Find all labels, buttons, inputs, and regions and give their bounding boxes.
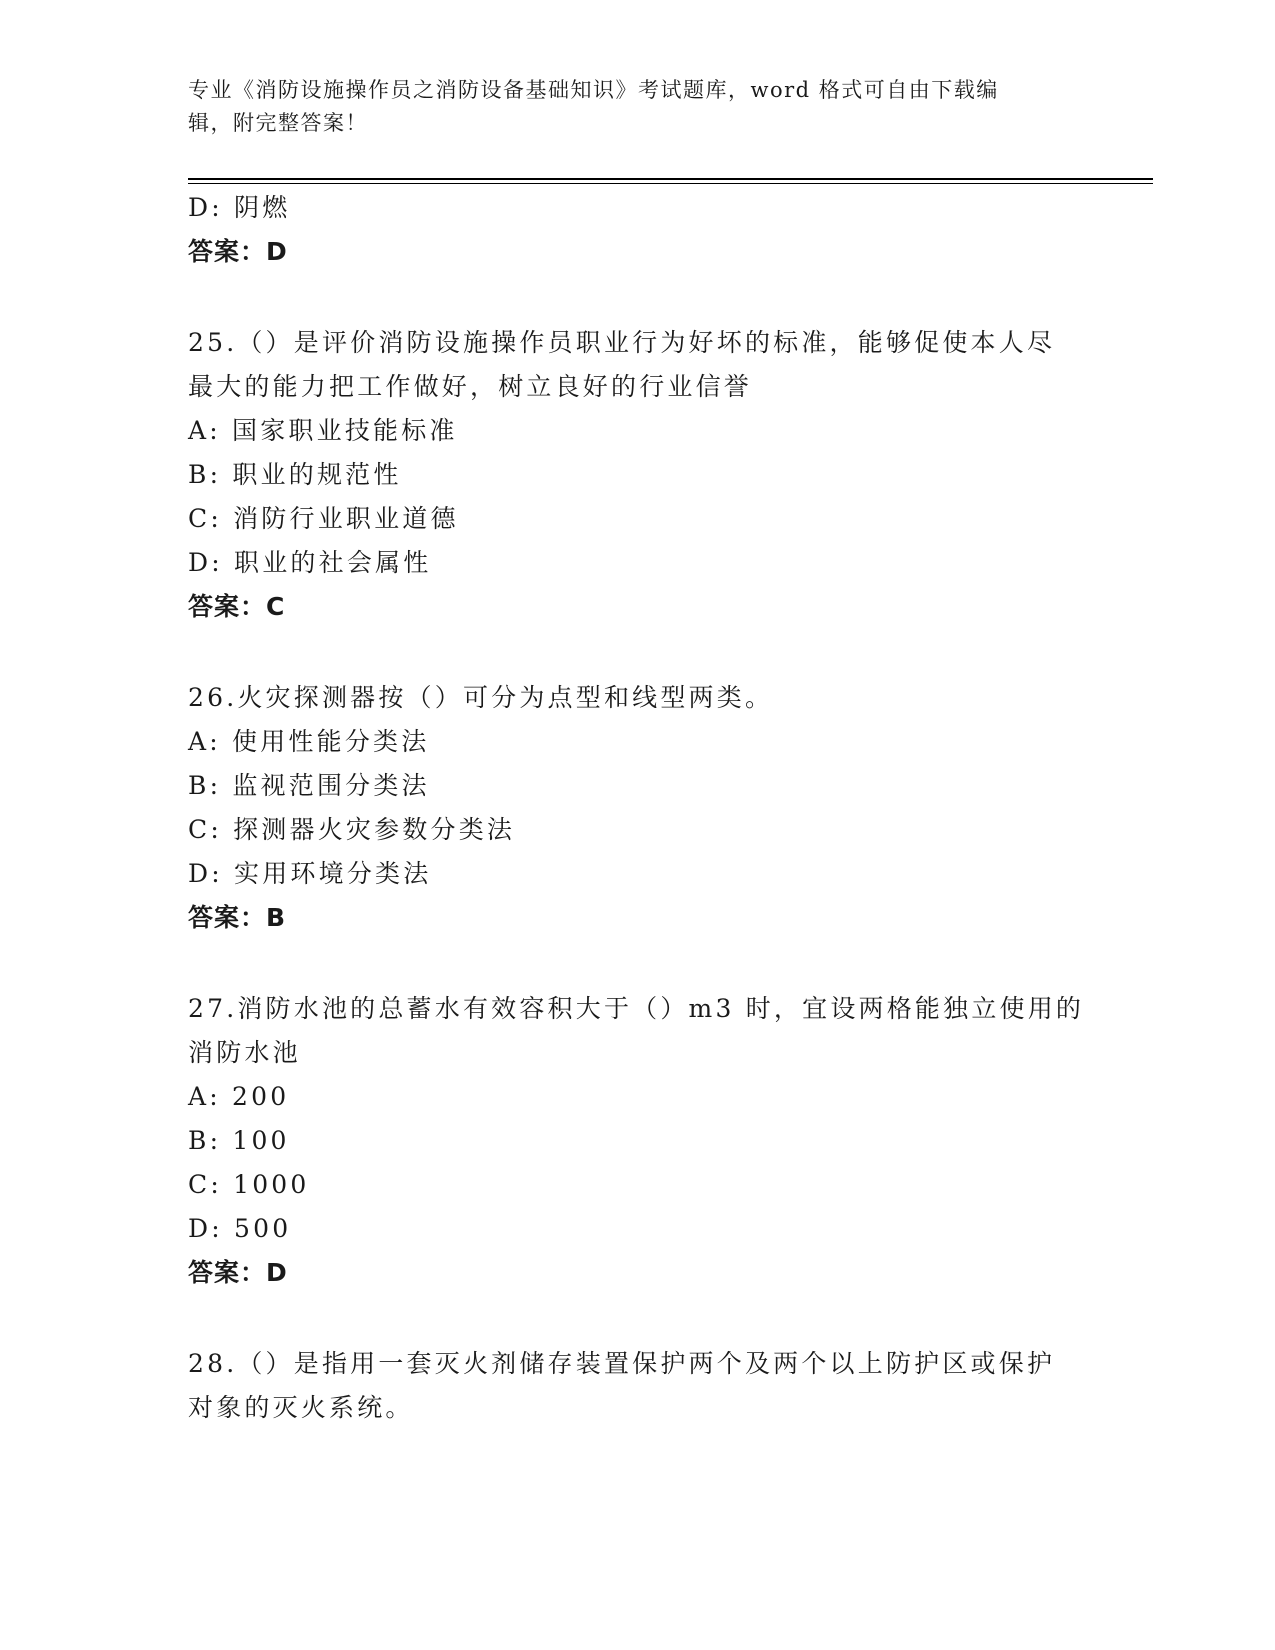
question-25-option-d: D: 职业的社会属性: [188, 548, 432, 577]
question-26-option-b: B: 监视范围分类法: [188, 771, 430, 800]
header-title-line2: 辑，附完整答案！: [188, 111, 368, 135]
question-28-stem: 28.（）是指用一套灭火剂储存装置保护两个及两个以上防护区或保护: [188, 1349, 1056, 1378]
page-header: [188, 74, 1078, 140]
question-26-stem: 26.火灾探测器按（）可分为点型和线型两类。: [188, 683, 774, 712]
question-28-stem-cont: 对象的灭火系统。: [188, 1393, 414, 1422]
question-25-stem: 25.（）是评价消防设施操作员职业行为好坏的标准，能够促使本人尽: [188, 328, 1056, 357]
question-25-option-c: C: 消防行业职业道德: [188, 504, 459, 533]
question-26-option-d: D: 实用环境分类法: [188, 859, 432, 888]
question-25-option-b: B: 职业的规范性: [188, 460, 402, 489]
question-26-option-c: C: 探测器火灾参数分类法: [188, 815, 516, 844]
question-27-answer: 答案：D: [188, 1258, 288, 1287]
question-25-stem-cont: 最大的能力把工作做好，树立良好的行业信誉: [188, 372, 753, 401]
question-25-option-a: A: 国家职业技能标准: [188, 416, 458, 445]
header-divider-thick: [188, 178, 1153, 180]
question-27-option-d: D: 500: [188, 1214, 292, 1243]
question-26-option-a: A: 使用性能分类法: [188, 727, 430, 756]
question-27-option-b: B: 100: [188, 1126, 290, 1155]
header-divider-thin: [188, 183, 1153, 184]
answer-line: 答案：D: [188, 237, 288, 266]
question-27-option-a: A: 200: [188, 1082, 290, 1111]
question-25-answer: 答案：C: [188, 592, 286, 621]
question-27-option-c: C: 1000: [188, 1170, 310, 1199]
question-26-answer: 答案：B: [188, 903, 287, 932]
header-title-line1: 专业《消防设施操作员之消防设备基础知识》考试题库，word 格式可自由下载编: [188, 78, 999, 102]
question-27-stem: 27.消防水池的总蓄水有效容积大于（）m3 时，宜设两格能独立使用的: [188, 994, 1085, 1023]
question-27-stem-cont: 消防水池: [188, 1038, 301, 1067]
option-d: D: 阴燃: [188, 193, 291, 222]
